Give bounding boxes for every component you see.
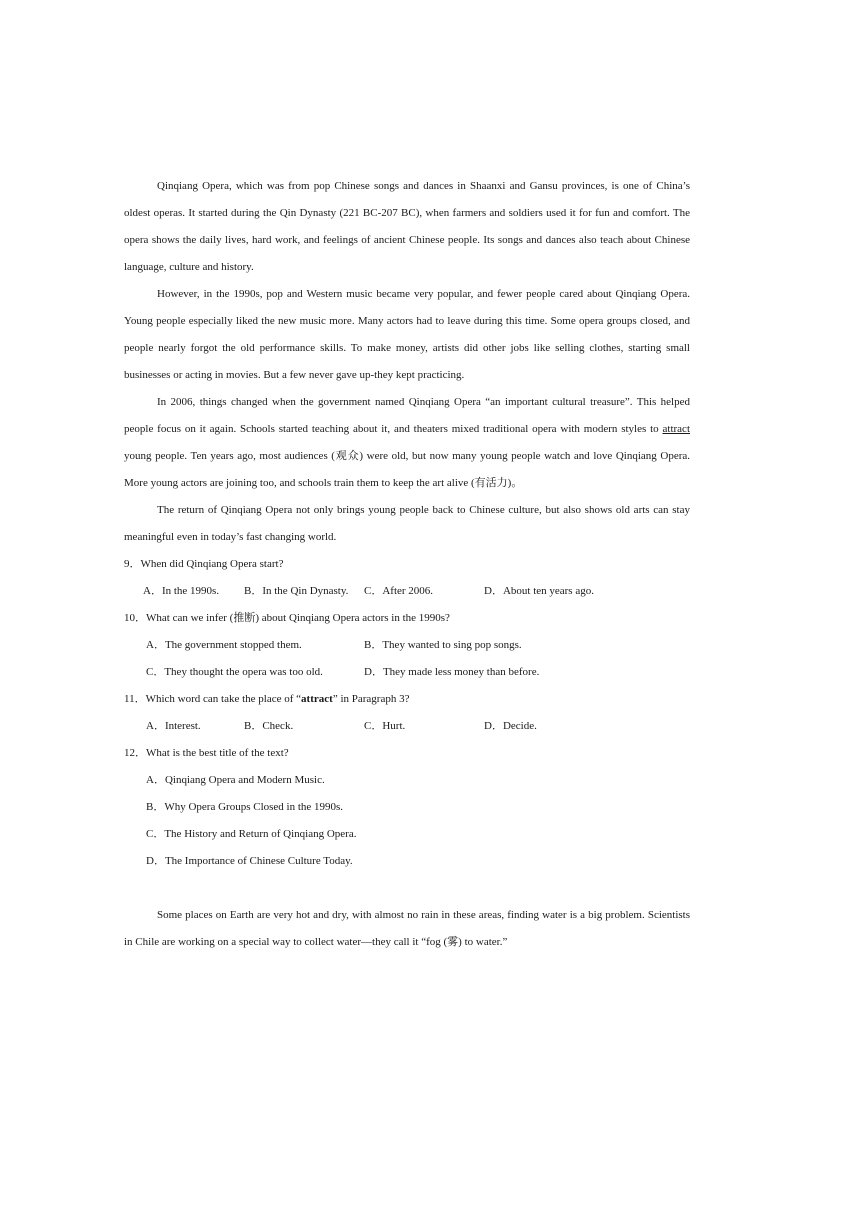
exam-page — [124, 173, 690, 956]
question-11-stem-after: ” in Paragraph 3? — [332, 693, 410, 705]
question-11-option-b: B．Check. — [244, 720, 294, 732]
question-12-option-b: B．Why Opera Groups Closed in the 1990s. — [146, 801, 344, 813]
question-11-stem-before: 11．Which word can take the place of “ — [124, 693, 302, 705]
passage2-paragraph-1: Some places on Earth are very hot and dry, with almost no rain in these areas, finding water is a big problem. Scientists in Chile are working on a special way to collect water—they call it “fog (雾) to water.” — [124, 909, 690, 948]
question-10-stem: 10．What can we infer (推断) about Qinqiang Opera actors in the 1990s? — [124, 612, 450, 624]
question-10-options-row-2 — [124, 659, 690, 686]
question-9-option-b: B．In the Qin Dynasty. — [244, 585, 349, 597]
question-9-options — [124, 578, 690, 605]
paragraph-3-text-after: young people. Ten years ago, most audiences (观众) were old, but now many young people watch and love Qinqiang Opera. More young actors are joining too, and schools train them to keep the art alive (有活力)。 — [124, 450, 690, 489]
question-11-options — [124, 713, 690, 740]
question-9-option-d: D．About ten years ago. — [484, 585, 594, 597]
paragraph-3-text-before: In 2006, things changed when the government named Qinqiang Opera “an important cultural treasure”. This helped people focus on it again. Schools started teaching about it, and theaters mixed traditional opera with modern styles to — [124, 396, 690, 435]
question-12-option-c: C．The History and Return of Qinqiang Opera. — [146, 828, 357, 840]
question-10-option-a: A．The government stopped them. — [146, 639, 302, 651]
question-11-option-d: D．Decide. — [484, 720, 537, 732]
question-9-option-a: A．In the 1990s. — [143, 585, 220, 597]
question-9-stem: 9．When did Qinqiang Opera start? — [124, 558, 284, 570]
question-12-stem: 12．What is the best title of the text? — [124, 747, 289, 759]
passage1-paragraph-2: However, in the 1990s, pop and Western music became very popular, and fewer people cared about Qinqiang Opera. Young people especially liked the new music more. Many actors had to leave during this time. Some opera groups closed, and people nearly forgot the old performance skills. To make money, artists did other jobs like selling clothes, starting small businesses or acting in movies. But a few never gave up-they kept practicing. — [124, 288, 690, 381]
question-12-option-a: A．Qinqiang Opera and Modern Music. — [146, 774, 325, 786]
question-11-option-c: C．Hurt. — [364, 720, 406, 732]
question-10-option-d: D．They made less money than before. — [364, 666, 540, 678]
question-11-stem — [124, 686, 690, 713]
question-10-option-c: C．They thought the opera was too old. — [146, 666, 323, 678]
question-11-bold-word: attract — [301, 693, 333, 705]
passage1-paragraph-4: The return of Qinqiang Opera not only brings young people back to Chinese culture, but also shows old arts can stay meaningful even in today’s fast changing world. — [124, 504, 690, 543]
question-11-option-a: A．Interest. — [146, 720, 201, 732]
question-10-options-row-1 — [124, 632, 690, 659]
underlined-word-attract: attract — [662, 423, 690, 435]
passage1-paragraph-3 — [124, 389, 690, 497]
section-gap — [124, 875, 690, 902]
question-9-option-c: C．After 2006. — [364, 585, 434, 597]
question-10-option-b: B．They wanted to sing pop songs. — [364, 639, 522, 651]
question-12-option-d: D．The Importance of Chinese Culture Today. — [146, 855, 353, 867]
passage1-paragraph-1: Qinqiang Opera, which was from pop Chinese songs and dances in Shaanxi and Gansu provinces, is one of China’s oldest operas. It started during the Qin Dynasty (221 BC-207 BC), when farmers and soldiers used it for fun and comfort. The opera shows the daily lives, hard work, and feelings of ancient Chinese people. Its songs and dances also teach about Chinese language, culture and history. — [124, 180, 690, 273]
